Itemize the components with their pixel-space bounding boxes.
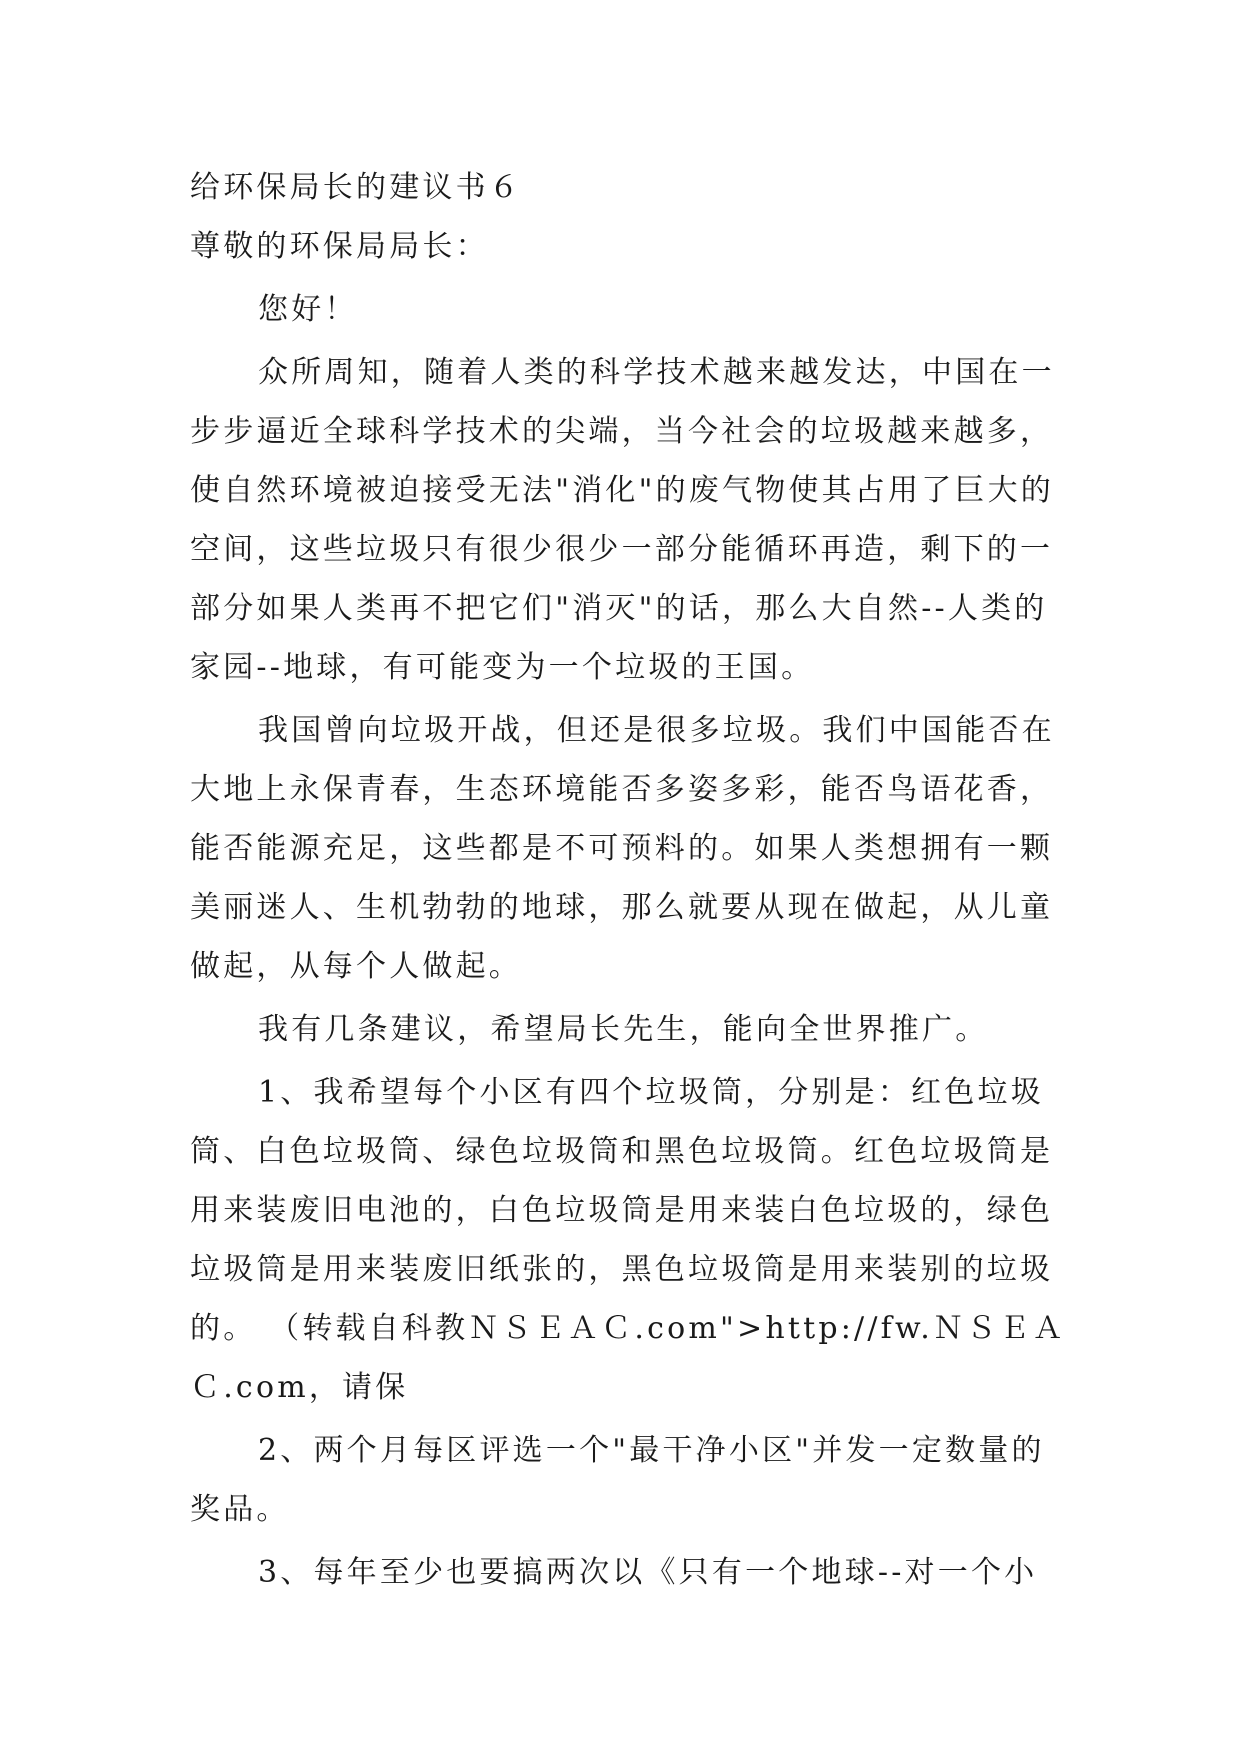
paragraph-4	[190, 1063, 1066, 1417]
paragraph-line: 做起，从每个人做起。	[190, 949, 522, 984]
paragraph-line: 我有几条建议，希望局长先生，能向全世界推广。	[258, 1012, 989, 1047]
paragraph-3	[190, 1000, 1048, 1059]
paragraph-line: 筒、白色垃圾筒、绿色垃圾筒和黑色垃圾筒。红色垃圾筒是	[190, 1134, 1054, 1169]
paragraph-line: 美丽迷人、生机勃勃的地球，那么就要从现在做起，从儿童	[190, 890, 1054, 925]
document-title: 给环保局长的建议书６	[190, 170, 522, 205]
paragraph-5	[190, 1421, 1048, 1539]
paragraph-line: Ｃ.com，请保	[190, 1370, 409, 1405]
paragraph-line: 使自然环境被迫接受无法"消化"的废气物使其占用了巨大的	[190, 473, 1054, 508]
paragraph-6	[190, 1543, 1048, 1602]
paragraph-line: 用来装废旧电池的，白色垃圾筒是用来装白色垃圾的，绿色	[190, 1193, 1054, 1228]
paragraph-line: 垃圾筒是用来装废旧纸张的，黑色垃圾筒是用来装别的垃圾	[190, 1252, 1054, 1287]
greeting: 您好！	[258, 292, 358, 327]
letter-body	[190, 158, 1066, 1602]
paragraph-line: 的。 （转载自科教ＮＳＥＡＣ.com">http://fw.ＮＳＥＡ	[190, 1311, 1066, 1346]
paragraph-line: 空间，这些垃圾只有很少很少一部分能循环再造，剩下的一	[190, 532, 1054, 567]
paragraph-line: 众所周知，随着人类的科学技术越来越发达，中国在一	[258, 355, 1055, 390]
paragraph-line: 奖品。	[190, 1492, 290, 1527]
salutation: 尊敬的环保局局长：	[190, 229, 489, 264]
paragraph-line: 我国曾向垃圾开战，但还是很多垃圾。我们中国能否在	[258, 713, 1055, 748]
paragraph-line: 3、每年至少也要搞两次以《只有一个地球--对一个小	[258, 1555, 1038, 1590]
paragraph-line: 1、我希望每个小区有四个垃圾筒，分别是：红色垃圾	[258, 1075, 1044, 1110]
paragraph-line: 能否能源充足，这些都是不可预料的。如果人类想拥有一颗	[190, 831, 1054, 866]
paragraph-line: 部分如果人类再不把它们"消灭"的话，那么大自然--人类的	[190, 591, 1048, 626]
paragraph-line: 大地上永保青春，生态环境能否多姿多彩，能否鸟语花香，	[190, 772, 1054, 807]
paragraph-line: 步步逼近全球科学技术的尖端，当今社会的垃圾越来越多，	[190, 414, 1054, 449]
paragraph-line: 家园--地球，有可能变为一个垃圾的王国。	[190, 650, 815, 685]
paragraph-1	[190, 343, 1055, 697]
paragraph-line: 2、两个月每区评选一个"最干净小区"并发一定数量的	[258, 1433, 1045, 1468]
paragraph-2	[190, 701, 1055, 996]
